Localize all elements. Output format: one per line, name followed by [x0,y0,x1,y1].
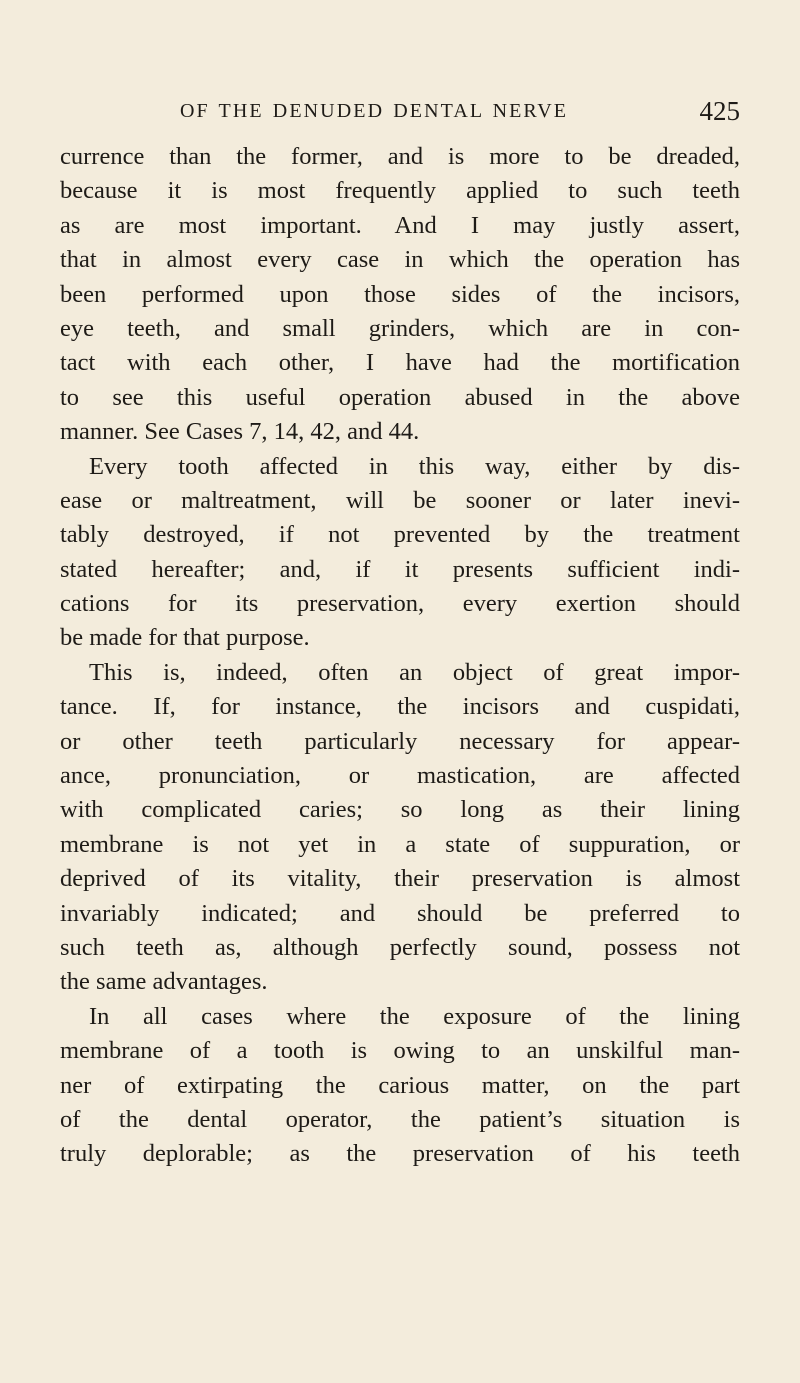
text-line: membrane is not yet in a state of suppuration, or [60,830,740,858]
text-line: tact with each other, I have had the mortification [60,349,740,377]
text-line: to see this useful operation abused in the above [60,383,740,411]
text-line: eye teeth, and small grinders, which are in con- [60,314,740,342]
text-line: be made for that purpose. [60,624,310,652]
text-line: of the dental operator, the patient’s situation is [60,1105,740,1133]
text-line: manner. See Cases 7, 14, 42, and 44. [60,418,420,446]
text-line: currence than the former, and is more to be dreaded, [60,143,740,170]
text-line: membrane of a tooth is owing to an unskilful man- [60,1037,740,1065]
page-number: 425 [699,96,740,126]
paragraph-start-line: Every tooth affected in this way, either by dis- [89,452,740,480]
text-line: cations for its preservation, every exertion should [60,590,740,618]
text-line: with complicated caries; so long as their lining [60,796,740,824]
text-line: stated hereafter; and, if it presents sufficient indi- [60,555,740,583]
paragraph-start-line: This is, indeed, often an object of great impor- [89,658,740,686]
text-line: the same advantages. [60,968,268,996]
text-line: as are most important. And I may justly assert, [60,211,740,239]
text-line: or other teeth particularly necessary for appear- [60,727,740,755]
text-line: ner of extirpating the carious matter, on the part [60,1071,740,1099]
text-line: invariably indicated; and should be preferred to [60,899,740,927]
text-line: deprived of its vitality, their preservation is almost [60,865,740,893]
text-line: truly deplorable; as the preservation of his teeth [60,1140,740,1168]
text-line: ance, pronunciation, or mastication, are affected [60,762,740,790]
text-line: such teeth as, although perfectly sound, possess not [60,933,740,961]
text-line: tably destroyed, if not prevented by the treatment [60,521,740,549]
text-line: ease or maltreatment, will be sooner or later inevi- [60,486,740,514]
text-line: because it is most frequently applied to such teeth [60,177,740,205]
text-line: that in almost every case in which the operation has [60,246,740,274]
text-line: been performed upon those sides of the incisors, [60,280,740,308]
text-line: tance. If, for instance, the incisors and cuspidati, [60,693,740,721]
paragraph-start-line: In all cases where the exposure of the lining [89,1002,740,1030]
body-text [60,140,740,1172]
running-title: OF THE DENUDED DENTAL NERVE [180,100,569,122]
running-head [180,96,740,136]
